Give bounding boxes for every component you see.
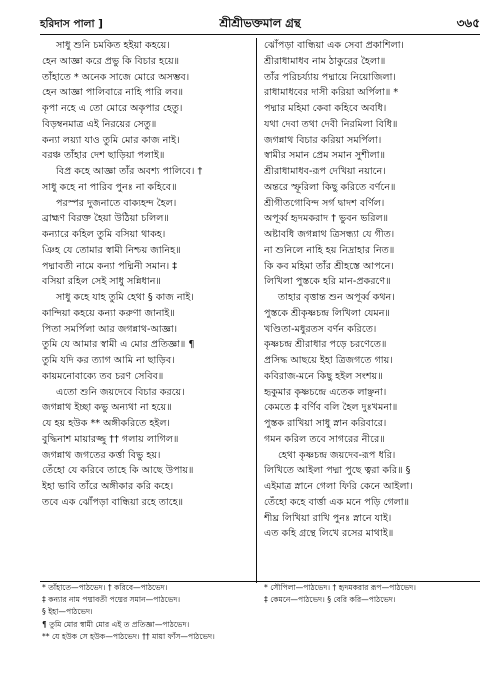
verse-line: অষ্টাবধি জগন্নাথ ত্রিসন্ধ্যা যে গীত। bbox=[264, 229, 395, 240]
verse-line: এতো শুনি জয়দেবে বিচার করয়ে। bbox=[56, 386, 185, 398]
verse-line: কৃপা নহে এ তো মোরে অকৃপার হেতু। bbox=[42, 103, 183, 114]
verse-line: হৃকুমার কৃষ্ণচন্দ্রে এতেক লাঞ্ছনা। bbox=[264, 386, 387, 398]
verse-line: তুমি যে আমার স্বামী এ মোর প্রতিজ্ঞা॥ ¶ bbox=[42, 339, 195, 351]
verse-line: কেমতে ‡ বর্ণিব বলি হৈল দুঃখমনা॥ bbox=[264, 402, 398, 414]
verse-line: ঞিহ যে তোমার স্বামী নিশ্চয় জানিহ॥ bbox=[42, 244, 181, 256]
right-verse-column bbox=[264, 38, 480, 542]
verse-line: কি কব মহিমা তাঁর শ্রীহস্তে আপনে। bbox=[264, 260, 394, 272]
right-footnotes bbox=[264, 582, 480, 666]
verse-line: না শুনিলে নাহি হয় নিদ্রাহার নিত॥ bbox=[264, 244, 395, 256]
verse-line: হেথা কৃষ্ণচন্দ্র জয়দেব-রূপ ধরি। bbox=[278, 449, 396, 461]
verse-line: হেন আজ্ঞা করে প্রভু কি বিচার হয়ে॥ bbox=[42, 55, 180, 67]
page-number: ৩৬৫ bbox=[456, 16, 480, 30]
verse-line: এইমাত্র স্নানে গেলা ফিরি কেনে আইলা। bbox=[264, 481, 413, 492]
verse-line: এত কহি গ্রন্থে লিখে রসের মাথাই॥ bbox=[264, 528, 394, 540]
verse-line: যথা দেবা তথা দেবী নিরমিলা বিধি॥ bbox=[264, 118, 398, 130]
verse-line: বিড়ম্বনমাত্র এই নিরয়ের সেতু॥ bbox=[42, 118, 157, 130]
verse-line: স্বামীর সমান প্রেম সমান সুশীলা॥ bbox=[264, 150, 386, 162]
verse-line: তাঁর পরিচর্য্যায় পদ্মায়ে নিয়োজিলা। bbox=[264, 71, 396, 83]
verse-line: পরস্পর দুজনাতে বাক্যহন্দ হৈল। bbox=[56, 197, 177, 209]
verse-line: কন্যা লয়্যা যাও তুমি মোর কাজ নাই। bbox=[42, 134, 180, 146]
verse-line: শীঘ্র লিখিয়া রাখি পুনঃ স্নানে যাই। bbox=[264, 512, 392, 524]
verse-line: কবিরাজ-মনে কিছু হইল সংশয়॥ bbox=[264, 370, 383, 382]
chapter-label: হরিদাস পালা ] bbox=[40, 18, 103, 30]
verse-line: কন্যারে কহিল তুমি বসিয়া থাকহ। bbox=[42, 229, 166, 240]
left-verse-column bbox=[42, 38, 254, 511]
footnote-line: ‡ কেমনে—পাঠভেদ। § বেরি করি—পাঠভেদ। bbox=[264, 595, 396, 605]
header-rule bbox=[40, 34, 480, 35]
footnote-line: ** যে হউক সে হউক—পাঠভেদ। †† মায়া ফাঁস—পাঠভেদ। bbox=[42, 631, 215, 641]
verse-line: কান্দিয়া কহয়ে কন্যা করুণা জানাই॥ bbox=[42, 307, 175, 319]
column-divider bbox=[256, 38, 257, 583]
verse-line: জগন্নাথ ইচ্ছা কভু অন্যথা না হয়ে॥ bbox=[42, 402, 172, 414]
verse-line: কৃষ্ণচন্দ্র শ্রীরাধার পড়ে চরণেতে॥ bbox=[264, 339, 387, 351]
verse-line: পদ্মার মহিমা কেবা কহিবে অবধি। bbox=[264, 103, 387, 114]
verse-line: যে হয় হউক ** অঙ্গীকরিতে হইল। bbox=[42, 418, 170, 429]
verse-line: পদ্মাবতী নামে কন্যা পদ্মিনী সমান। ‡ bbox=[42, 260, 178, 272]
verse-line: সাধু শুনি চমকিত হইয়া কহয়ে। bbox=[56, 40, 170, 51]
verse-line: শ্রীরাধামাধব নাম ঠাকুরের হৈলা॥ bbox=[264, 55, 386, 67]
verse-line: প্রসিদ্ধ আছয়ে ইহা ত্রিজগতে গায়। bbox=[264, 355, 393, 366]
verse-line: লিখিলা পুস্তকে হরি মান-প্রকরণে॥ bbox=[264, 276, 391, 288]
verse-line: বুদ্ধিনাশ মায়ারজ্জু †† গলায় লাগিল॥ bbox=[42, 433, 179, 445]
verse-line: রাধামাধবের দাসী করিয়া অর্পিলা॥ * bbox=[264, 87, 399, 99]
verse-line: কায়মনোবাক্যে তব চরণ সেবিব॥ bbox=[42, 370, 164, 382]
verse-line: তাহার বৃত্তান্ত শুন অপূর্ব্ব কথন। bbox=[278, 292, 395, 303]
verse-line: পুস্তক রাখিয়া সাধু স্নান করিবারে। bbox=[264, 418, 387, 429]
footnote-line: * তাঁহাতে—পাঠভেদ। † করিবে—পাঠভেদ। bbox=[42, 583, 168, 592]
verse-line: জগন্নাথ বিচার করিয়া সমর্পিলা। bbox=[264, 134, 382, 146]
verse-line: তবে এক ঝোঁপড়া বান্ধিয়া রহে তাহে॥ bbox=[42, 496, 184, 508]
verse-line: ঝোঁপড়া বান্ধিয়া এক সেবা প্রকাশিলা। bbox=[264, 40, 404, 51]
verse-line: পিতা সমর্পিলা আর জগন্নাথ-আজ্ঞা। bbox=[42, 323, 178, 335]
verse-line: অপূর্ব্ব হৃদমকরাদ † ভুবন ভরিল॥ bbox=[264, 213, 389, 225]
left-footnotes bbox=[42, 582, 254, 666]
verse-line: লিখিতে আইলা পদ্মা পুছে ত্বরা করি॥ § bbox=[264, 465, 411, 477]
verse-line: হেন আজ্ঞা পালিবারে নাহি পারি লব॥ bbox=[42, 87, 184, 99]
footnote-line: ‡ কন্যার নাম পদ্মাবতী পদ্মের সমান—পাঠভেদ। bbox=[42, 595, 181, 605]
verse-line: ব্রাহ্মণ বিরক্ত হৈয়া উঠিয়া চলিল॥ bbox=[42, 213, 169, 225]
verse-line: বরঞ্চ তাঁহার দেশ ছাড়িয়া পলাই॥ bbox=[42, 150, 165, 162]
footnote-line: * সৌপিলা—পাঠভেদ। † হৃদমকরার রূপ—পাঠভেদ। bbox=[264, 583, 416, 592]
verse-line: তাঁহাতে * অনেক সাজে মোরে অসম্ভব। bbox=[42, 71, 190, 83]
verse-line: সাধু কহে যাহ তুমি হেথা § কাজ নাই। bbox=[56, 292, 194, 303]
footnote-line: ¶ তুমি মোর স্বামী মোর এই ত প্রতিজ্ঞা—পাঠভেদ। bbox=[42, 619, 190, 629]
verse-line: তেঁহো যে করিবে তাহে কি আছে উপায়॥ bbox=[42, 465, 194, 477]
verse-line: শ্রীগীতগোবিন্দ সর্গ দ্বাদশ বর্ণিল। bbox=[264, 197, 385, 209]
verse-line: বসিয়া রহিল সেই সাধু সন্নিধান॥ bbox=[42, 276, 161, 288]
verse-line: ইহা ভাবি তাঁরে অঙ্গীকার করি কহে। bbox=[42, 481, 174, 492]
verse-line: তুমি যদি কর ত্যাগ আমি না ছাড়িব। bbox=[42, 355, 175, 366]
verse-line: জগন্নাথ জগতের কর্ত্তা বিভু হয়। bbox=[42, 449, 161, 461]
page-header bbox=[40, 14, 480, 34]
book-title: শ্রীশ্রীভক্তমাল গ্রন্থ bbox=[219, 16, 301, 30]
verse-line: খণ্ডিতা-মধুরতস বর্ণন করিতে। bbox=[264, 323, 377, 335]
verse-line: শ্রীরাধামাধব-রূপ দেখিয়া নয়ানে। bbox=[264, 166, 386, 177]
verse-line: অন্তরে স্ফূরিলা কিছু করিতে বর্ণনে॥ bbox=[264, 181, 396, 193]
verse-line: গমন করিল তবে সাগরের নীরে॥ bbox=[264, 433, 385, 445]
footnote-line: § ইহা—পাঠভেদ। bbox=[42, 607, 93, 617]
verse-line: সাধু কহে না পারিব পুনঃ না কহিবে॥ bbox=[42, 181, 177, 193]
verse-line: বিপ্র কহে আজ্ঞা তাঁর অবশ্য পালিবে। † bbox=[56, 166, 203, 177]
verse-line: পুস্তকে শ্রীকৃষ্ণচন্দ্র লিখিলা যেমন॥ bbox=[264, 307, 390, 319]
verse-line: তেঁহো কহে বার্ত্তা এক মনে পড়ি গেলা॥ bbox=[264, 496, 410, 508]
